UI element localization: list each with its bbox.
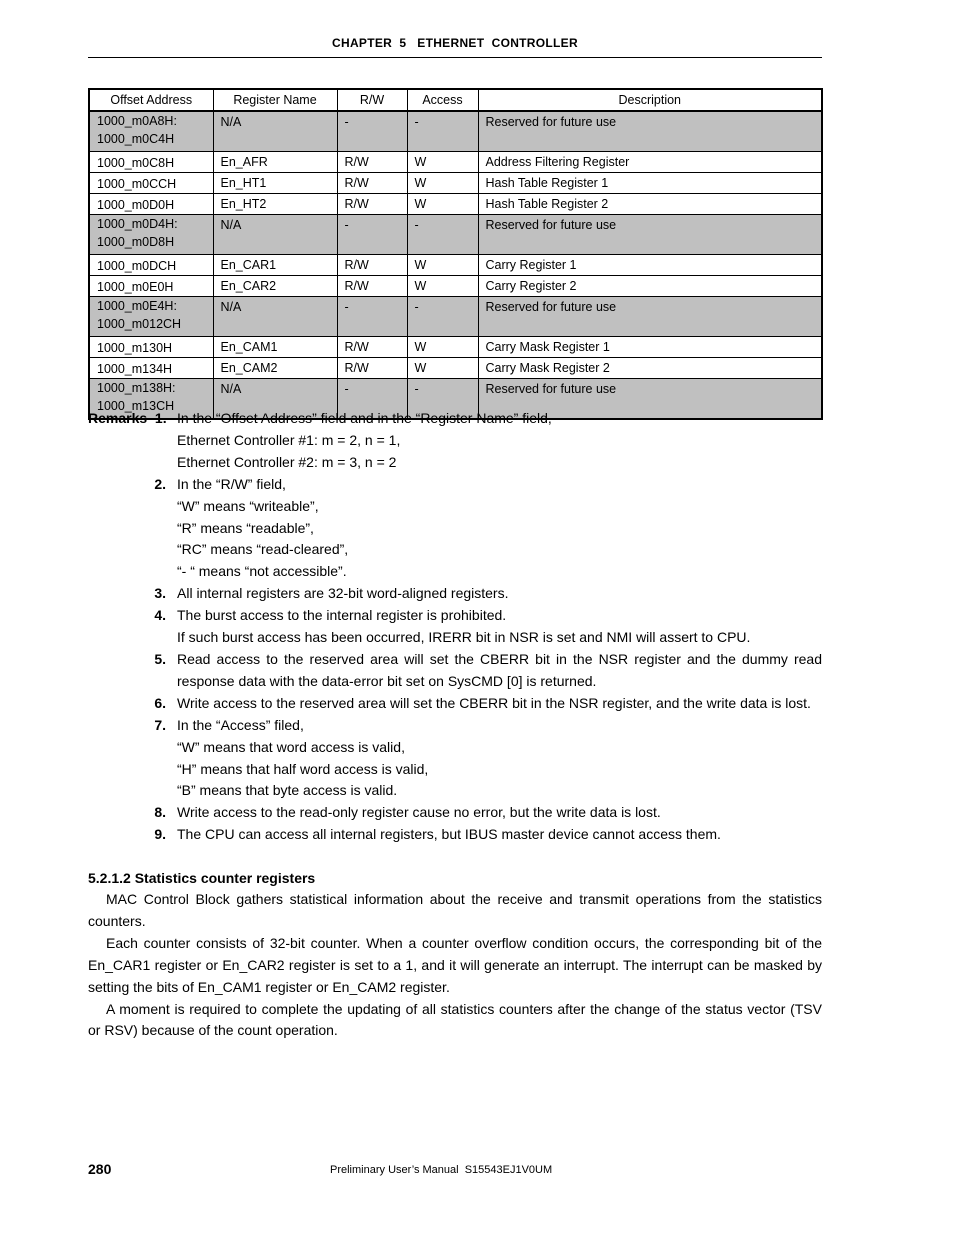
remark-item: [88, 693, 822, 715]
access-cell: W: [407, 276, 478, 297]
table-body: [89, 111, 822, 419]
register-name-cell: En_HT1: [213, 173, 337, 194]
paragraph: Each counter consists of 32-bit counter. When a counter overflow condition occurs, the corresponding bit of the En_CAR1 register or En_CAR2 register is set to a 1, and it will generate an interrupt. The interrupt can be masked by setting the bits of En_CAM1 register or En_CAM2 register.: [88, 934, 822, 995]
remark-number: 3.: [154, 585, 166, 602]
offset-address-cell: [89, 276, 213, 297]
description-cell: Carry Mask Register 2: [478, 358, 822, 379]
offset-address: 1000_m012CH: [97, 317, 182, 331]
description-cell: Hash Table Register 2: [478, 194, 822, 215]
column-header: R/W: [337, 89, 407, 111]
remark-line: Write access to the reserved area will set the CBERR bit in the NSR register, and the write data is lost.: [177, 694, 811, 711]
remark-line: Write access to the read-only register cause no error, but the write data is lost.: [177, 804, 661, 821]
header-rule: [88, 57, 822, 58]
access-cell: -: [407, 215, 478, 255]
remark-line: In the “Access” filed,: [177, 716, 304, 733]
remark-line: “- “ means “not accessible”.: [177, 563, 347, 580]
table-row: [89, 255, 822, 276]
description-cell: Carry Register 1: [478, 255, 822, 276]
remark-line: Read access to the reserved area will set the CBERR bit in the NSR register and the dummy read response data with the data-error bit set on SysCMD [0] is returned.: [177, 650, 822, 689]
remark-item: [88, 715, 822, 803]
remark-number: 8.: [154, 804, 166, 821]
remark-line: In the “R/W” field,: [177, 475, 286, 492]
rw-cell: -: [337, 215, 407, 255]
offset-address-cell: [89, 194, 213, 215]
access-cell: -: [407, 111, 478, 152]
remark-item: [88, 583, 822, 605]
remark-line: In the “Offset Address” field and in the “Register Name” field,: [177, 410, 552, 426]
register-name-cell: En_HT2: [213, 194, 337, 215]
remark-line: “W” means that word access is valid,: [177, 738, 405, 755]
description-cell: Reserved for future use: [478, 379, 822, 420]
remark-number: Remarks 1.: [88, 410, 167, 426]
rw-cell: -: [337, 297, 407, 337]
column-header: Description: [478, 89, 822, 111]
remark-line: If such burst access has been occurred, IRERR bit in NSR is set and NMI will assert to CPU.: [177, 629, 751, 646]
offset-address-cell: [89, 255, 213, 276]
remark-line: Ethernet Controller #2: m = 3, n = 2: [177, 453, 397, 470]
remark-line: The CPU can access all internal registers, but IBUS master device cannot access them.: [177, 826, 721, 843]
offset-address-cell: [89, 152, 213, 173]
rw-cell: R/W: [337, 276, 407, 297]
description-cell: Address Filtering Register: [478, 152, 822, 173]
remark-line: “B” means that byte access is valid.: [177, 782, 398, 799]
access-cell: W: [407, 173, 478, 194]
offset-address: 1000_m13CH: [97, 399, 175, 413]
access-cell: -: [407, 379, 478, 420]
column-header: Register Name: [213, 89, 337, 111]
description-cell: Reserved for future use: [478, 111, 822, 152]
remark-number: 9.: [154, 826, 166, 843]
offset-address: 1000_m0E4H:: [97, 299, 177, 313]
remark-line: The burst access to the internal register is prohibited.: [177, 607, 507, 624]
access-cell: W: [407, 152, 478, 173]
register-name-cell: N/A: [213, 297, 337, 337]
rw-cell: -: [337, 111, 407, 152]
footer-manual-title: Preliminary User’s Manual S15543EJ1V0UM: [330, 1164, 553, 1176]
description-cell: Carry Register 2: [478, 276, 822, 297]
register-name-cell: N/A: [213, 379, 337, 420]
column-header: Offset Address: [89, 89, 213, 111]
description-cell: Carry Mask Register 1: [478, 337, 822, 358]
rw-cell: R/W: [337, 337, 407, 358]
offset-address-cell: [89, 111, 213, 152]
remark-item: [88, 474, 822, 584]
table-row-reserved: [89, 215, 822, 255]
table-row: [89, 194, 822, 215]
offset-address: 1000_m0C4H: [97, 132, 175, 146]
access-cell: W: [407, 358, 478, 379]
access-cell: W: [407, 194, 478, 215]
paragraph: A moment is required to complete the updating of all statistics counters after the change of the status vector (TSV or RSV) because of the count operation.: [88, 1000, 822, 1039]
rw-cell: R/W: [337, 194, 407, 215]
offset-address-cell: [89, 358, 213, 379]
remark-number: 2.: [154, 475, 166, 492]
remark-item: [88, 649, 822, 693]
offset-address: 1000_m0DCH: [97, 259, 177, 273]
remark-line: “R” means “readable”,: [177, 519, 314, 536]
remark-line: Ethernet Controller #1: m = 2, n = 1,: [177, 431, 401, 448]
register-name-cell: En_AFR: [213, 152, 337, 173]
offset-address: 1000_m0C8H: [97, 156, 175, 170]
remark-line: “W” means “writeable”,: [177, 497, 319, 514]
table-row: [89, 152, 822, 173]
offset-address: 1000_m0CCH: [97, 177, 177, 191]
rw-cell: R/W: [337, 255, 407, 276]
remark-line: “H” means that half word access is valid,: [177, 760, 429, 777]
offset-address: 1000_m0D8H: [97, 235, 175, 249]
table-row: [89, 337, 822, 358]
remark-number: 7.: [154, 716, 166, 733]
offset-address: 1000_m0E0H: [97, 280, 174, 294]
offset-address: 1000_m138H:: [97, 381, 176, 395]
rw-cell: R/W: [337, 358, 407, 379]
table-row: [89, 276, 822, 297]
offset-address-cell: [89, 215, 213, 255]
remark-item: [88, 408, 822, 474]
table-row: [89, 358, 822, 379]
offset-address: 1000_m134H: [97, 362, 173, 376]
access-cell: W: [407, 255, 478, 276]
column-header: Access: [407, 89, 478, 111]
register-name-cell: N/A: [213, 111, 337, 152]
paragraph: MAC Control Block gathers statistical information about the receive and transmit operations from the statistics counters.: [88, 891, 822, 929]
table-row: [89, 173, 822, 194]
register-name-cell: En_CAR1: [213, 255, 337, 276]
register-name-cell: En_CAR2: [213, 276, 337, 297]
table-row-reserved: [89, 111, 822, 152]
rw-cell: R/W: [337, 152, 407, 173]
offset-address-cell: [89, 337, 213, 358]
rw-cell: R/W: [337, 173, 407, 194]
register-name-cell: En_CAM2: [213, 358, 337, 379]
register-name-cell: En_CAM1: [213, 337, 337, 358]
offset-address: 1000_m0A8H:: [97, 114, 177, 128]
remark-item: [88, 802, 822, 824]
offset-address: 1000_m0D0H: [97, 198, 175, 212]
remark-number: 6.: [154, 694, 166, 711]
remark-number: 4.: [154, 607, 166, 624]
description-cell: Reserved for future use: [478, 215, 822, 255]
section-title: 5.2.1.2 Statistics counter registers: [88, 870, 316, 886]
access-cell: W: [407, 337, 478, 358]
offset-address-cell: [89, 297, 213, 337]
table-row-reserved: [89, 297, 822, 337]
rw-cell: -: [337, 379, 407, 420]
page-number: 280: [88, 1161, 112, 1177]
section-body: [88, 889, 822, 1042]
description-cell: Reserved for future use: [478, 297, 822, 337]
remark-line: All internal registers are 32-bit word-aligned registers.: [177, 585, 509, 602]
table-header-row: [89, 89, 822, 111]
access-cell: -: [407, 297, 478, 337]
description-cell: Hash Table Register 1: [478, 173, 822, 194]
remarks: [88, 408, 822, 846]
offset-address: 1000_m130H: [97, 341, 173, 355]
register-name-cell: N/A: [213, 215, 337, 255]
register-table: [88, 88, 823, 420]
offset-address: 1000_m0D4H:: [97, 217, 178, 231]
offset-address-cell: [89, 173, 213, 194]
remark-number: 5.: [154, 650, 166, 667]
page-header: CHAPTER 5 ETHERNET CONTROLLER: [332, 36, 578, 50]
remark-item: [88, 605, 822, 649]
remark-line: “RC” means “read-cleared”,: [177, 541, 349, 558]
remark-item: [88, 824, 822, 846]
